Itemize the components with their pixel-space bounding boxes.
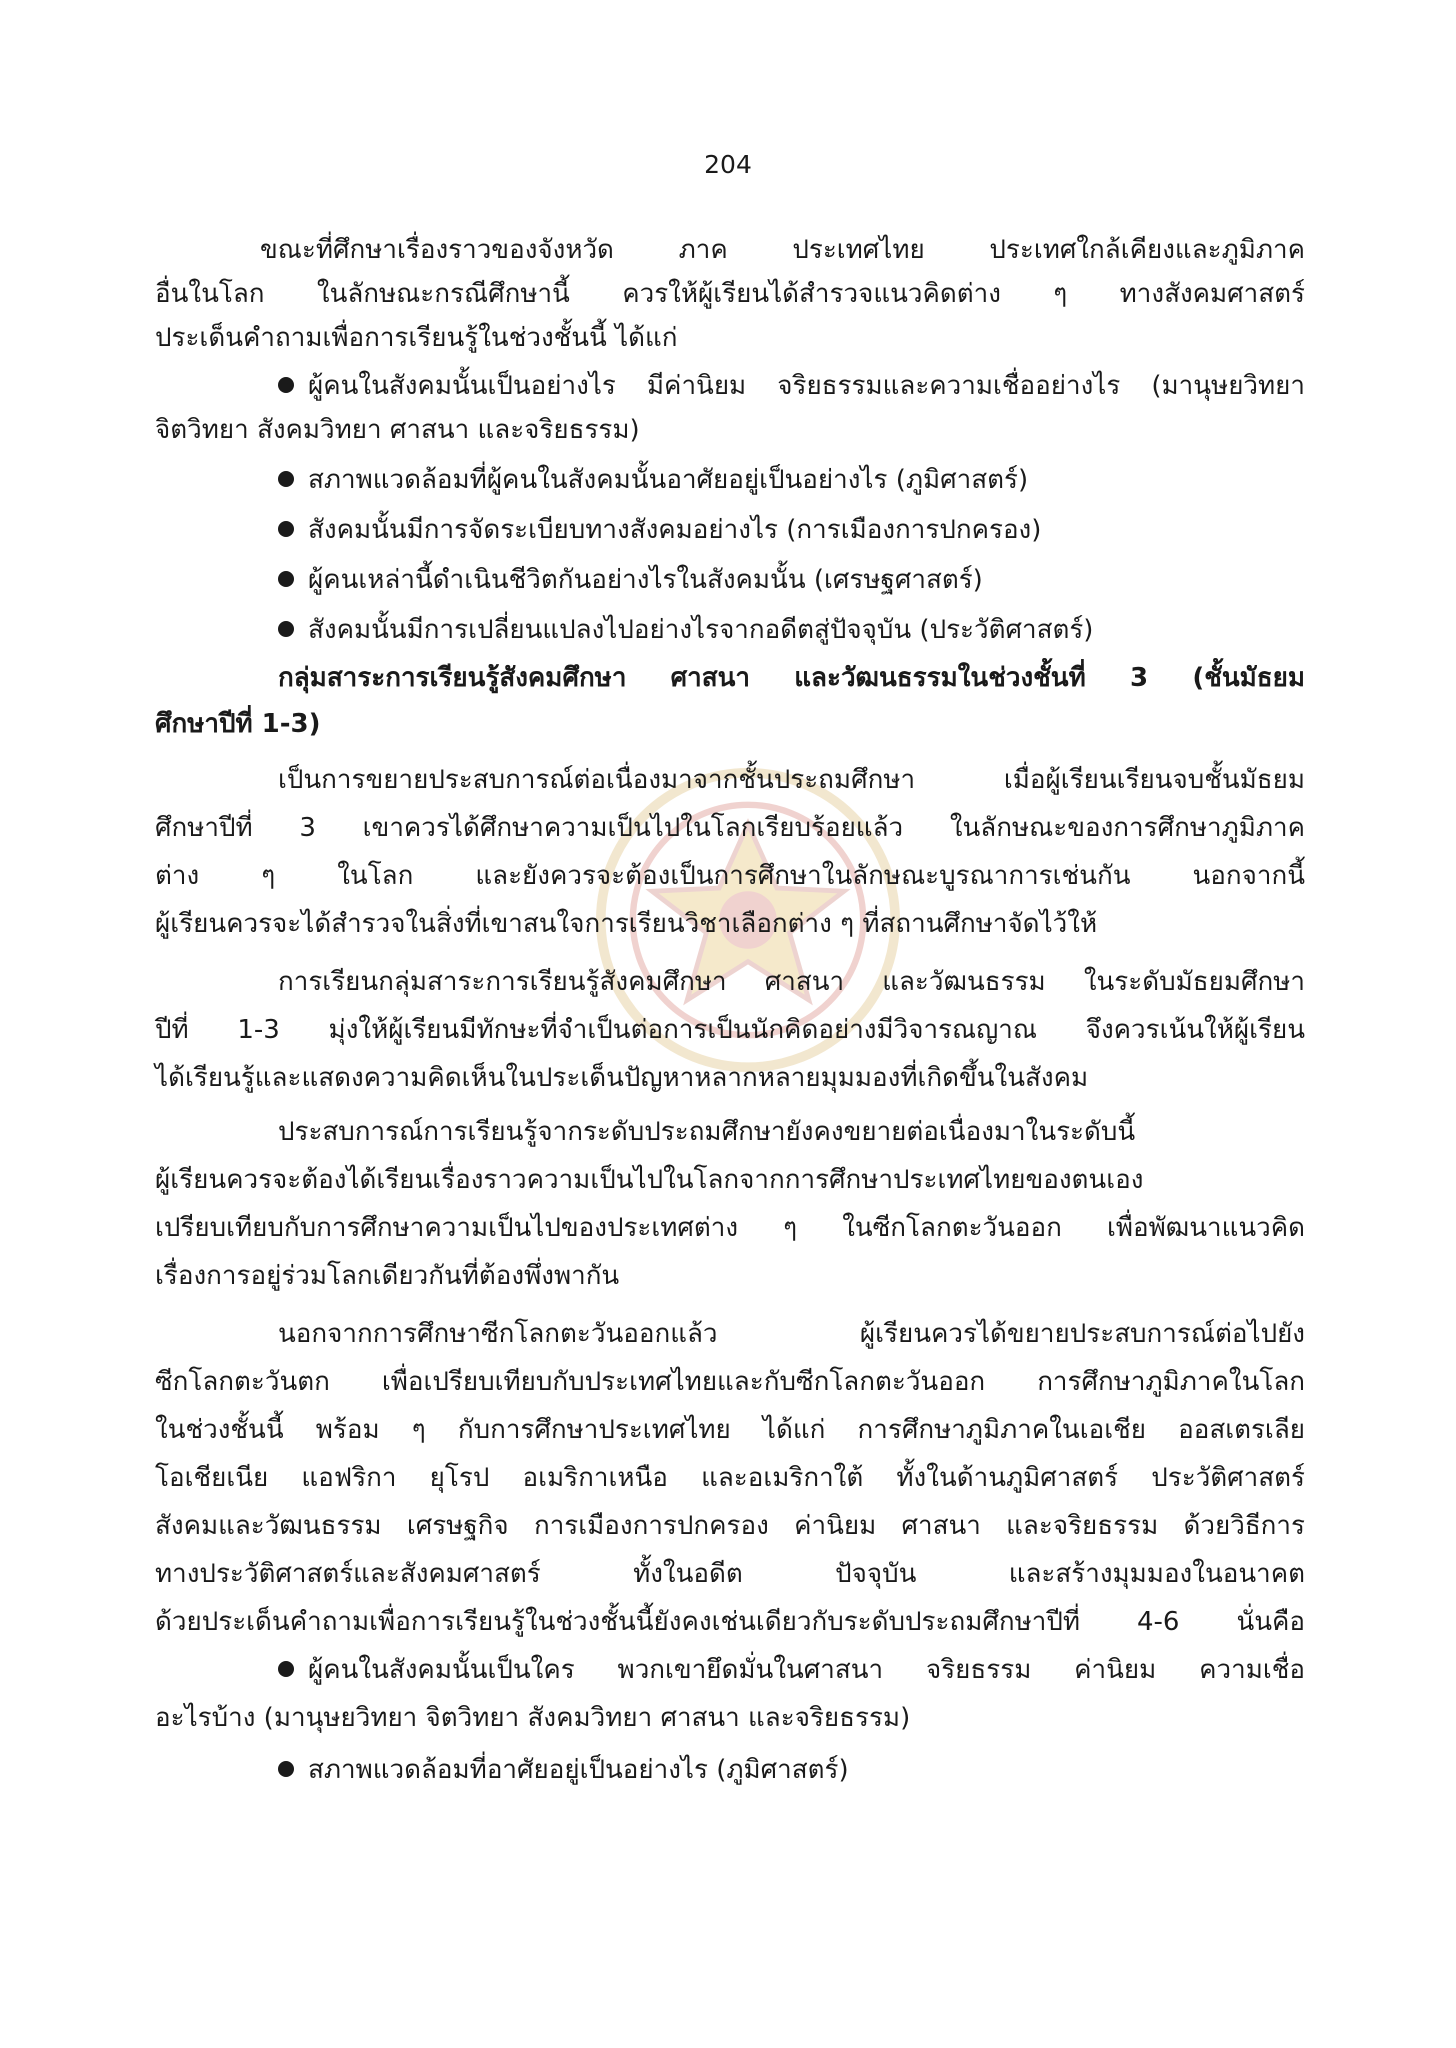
bullet-text: ผู้คนในสังคมนั้นเป็นใคร พวกเขายึดมั่นในศาสนา จริยธรรม ค่านิยม ความเชื่อ bbox=[308, 1655, 1305, 1685]
paragraph-line: โอเชียเนีย แอฟริกา ยุโรป อเมริกาเหนือ และอเมริกาใต้ ทั้งในด้านภูมิศาสตร์ ประวัติศาสตร์ bbox=[155, 1463, 1305, 1493]
paragraph-line: ด้วยประเด็นคำถามเพื่อการเรียนรู้ในช่วงชั้นนี้ยังคงเช่นเดียวกับระดับประถมศึกษาปีที่ 4-6 นั่นคือ bbox=[155, 1607, 1305, 1637]
paragraph-line: ผู้เรียนควรจะได้สำรวจในสิ่งที่เขาสนใจการเรียนวิชาเลือกต่าง ๆ ที่สถานศึกษาจัดไว้ให้ bbox=[155, 909, 1098, 939]
bullet-icon bbox=[278, 571, 294, 587]
bullet-text: สภาพแวดล้อมที่อาศัยอยู่เป็นอย่างไร (ภูมิศาสตร์) bbox=[308, 1755, 849, 1785]
paragraph-line: การเรียนกลุ่มสาระการเรียนรู้สังคมศึกษา ศาสนา และวัฒนธรรม ในระดับมัธยมศึกษา bbox=[278, 967, 1305, 997]
paragraph-line: ทางประวัติศาสตร์และสังคมศาสตร์ ทั้งในอดีต ปัจจุบัน และสร้างมุมมองในอนาคต bbox=[155, 1559, 1305, 1589]
paragraph-line: ปีที่ 1-3 มุ่งให้ผู้เรียนมีทักษะที่จำเป็นต่อการเป็นนักคิดอย่างมีวิจารณญาณ จึงควรเน้นให้ผู้เรียน bbox=[155, 1015, 1305, 1045]
bullet-item bbox=[278, 608, 1428, 652]
bullet-text: ผู้คนในสังคมนั้นเป็นอย่างไร มีค่านิยม จริยธรรมและความเชื่ออย่างไร (มานุษยวิทยา bbox=[308, 371, 1305, 401]
paragraph-line: ขณะที่ศึกษาเรื่องราวของจังหวัด ภาค ประเทศไทย ประเทศใกล้เคียงและภูมิภาค bbox=[260, 235, 1305, 265]
paragraph-line: นอกจากการศึกษาซีกโลกตะวันออกแล้ว ผู้เรียนควรได้ขยายประสบการณ์ต่อไปยัง bbox=[278, 1319, 1305, 1349]
paragraph-line: เป็นการขยายประสบการณ์ต่อเนื่องมาจากชั้นประถมศึกษา เมื่อผู้เรียนเรียนจบชั้นมัธยม bbox=[278, 765, 1305, 795]
bullet-icon bbox=[278, 471, 294, 487]
paragraph-line: ศึกษาปีที่ 3 เขาควรได้ศึกษาความเป็นไปในโลกเรียบร้อยแล้ว ในลักษณะของการศึกษาภูมิภาค bbox=[155, 813, 1305, 843]
bullet-text: สังคมนั้นมีการจัดระเบียบทางสังคมอย่างไร (การเมืองการปกครอง) bbox=[308, 515, 1042, 545]
paragraph-line: เรื่องการอยู่ร่วมโลกเดียวกันที่ต้องพึ่งพากัน bbox=[155, 1261, 620, 1291]
paragraph-line: ได้เรียนรู้และแสดงความคิดเห็นในประเด็นปัญหาหลากหลายมุมมองที่เกิดขึ้นในสังคม bbox=[155, 1063, 1089, 1093]
paragraph-line: ซีกโลกตะวันตก เพื่อเปรียบเทียบกับประเทศไทยและกับซีกโลกตะวันออก การศึกษาภูมิภาคในโลก bbox=[155, 1367, 1305, 1397]
paragraph-line: จิตวิทยา สังคมวิทยา ศาสนา และจริยธรรม) bbox=[155, 415, 640, 445]
page-number: 204 bbox=[704, 150, 752, 179]
bullet-icon bbox=[278, 377, 294, 393]
bullet-text: ผู้คนเหล่านี้ดำเนินชีวิตกันอย่างไรในสังคมนั้น (เศรษฐศาสตร์) bbox=[308, 565, 983, 595]
paragraph-line: ผู้เรียนควรจะต้องได้เรียนเรื่องราวความเป็นไปในโลกจากการศึกษาประเทศไทยของตนเอง bbox=[155, 1165, 1144, 1195]
bullet-item bbox=[278, 558, 1428, 602]
bullet-item bbox=[278, 364, 1305, 408]
paragraph-line: สังคมและวัฒนธรรม เศรษฐกิจ การเมืองการปกครอง ค่านิยม ศาสนา และจริยธรรม ด้วยวิธีการ bbox=[155, 1511, 1305, 1541]
paragraph-line: อะไรบ้าง (มานุษยวิทยา จิตวิทยา สังคมวิทยา ศาสนา และจริยธรรม) bbox=[155, 1703, 911, 1733]
paragraph-line: อื่นในโลก ในลักษณะกรณีศึกษานี้ ควรให้ผู้เรียนได้สำรวจแนวคิดต่าง ๆ ทางสังคมศาสตร์ bbox=[155, 279, 1305, 309]
bullet-icon bbox=[278, 1761, 294, 1777]
bullet-text: สังคมนั้นมีการเปลี่ยนแปลงไปอย่างไรจากอดีตสู่ปัจจุบัน (ประวัติศาสตร์) bbox=[308, 615, 1094, 645]
section-heading: กลุ่มสาระการเรียนรู้สังคมศึกษา ศาสนา และวัฒนธรรมในช่วงชั้นที่ 3 (ชั้นมัธยม bbox=[278, 663, 1305, 693]
paragraph-line: ในช่วงชั้นนี้ พร้อม ๆ กับการศึกษาประเทศไทย ได้แก่ การศึกษาภูมิภาคในเอเชีย ออสเตรเลีย bbox=[155, 1415, 1305, 1445]
bullet-icon bbox=[278, 1661, 294, 1677]
paragraph-line: ประเด็นคำถามเพื่อการเรียนรู้ในช่วงชั้นนี้ ได้แก่ bbox=[155, 323, 678, 353]
bullet-text: สภาพแวดล้อมที่ผู้คนในสังคมนั้นอาศัยอยู่เป็นอย่างไร (ภูมิศาสตร์) bbox=[308, 465, 1029, 495]
paragraph-line: ต่าง ๆ ในโลก และยังควรจะต้องเป็นการศึกษาในลักษณะบูรณาการเช่นกัน นอกจากนี้ bbox=[155, 861, 1305, 891]
bullet-item bbox=[278, 458, 1428, 502]
bullet-icon bbox=[278, 621, 294, 637]
bullet-icon bbox=[278, 521, 294, 537]
section-heading: ศึกษาปีที่ 1-3) bbox=[155, 709, 321, 739]
paragraph-line: ประสบการณ์การเรียนรู้จากระดับประถมศึกษายังคงขยายต่อเนื่องมาในระดับนี้ bbox=[278, 1117, 1136, 1147]
bullet-item bbox=[278, 1748, 1428, 1792]
paragraph-line: เปรียบเทียบกับการศึกษาความเป็นไปของประเทศต่าง ๆ ในซีกโลกตะวันออก เพื่อพัฒนาแนวคิด bbox=[155, 1213, 1305, 1243]
bullet-item bbox=[278, 1648, 1305, 1692]
bullet-item bbox=[278, 508, 1428, 552]
